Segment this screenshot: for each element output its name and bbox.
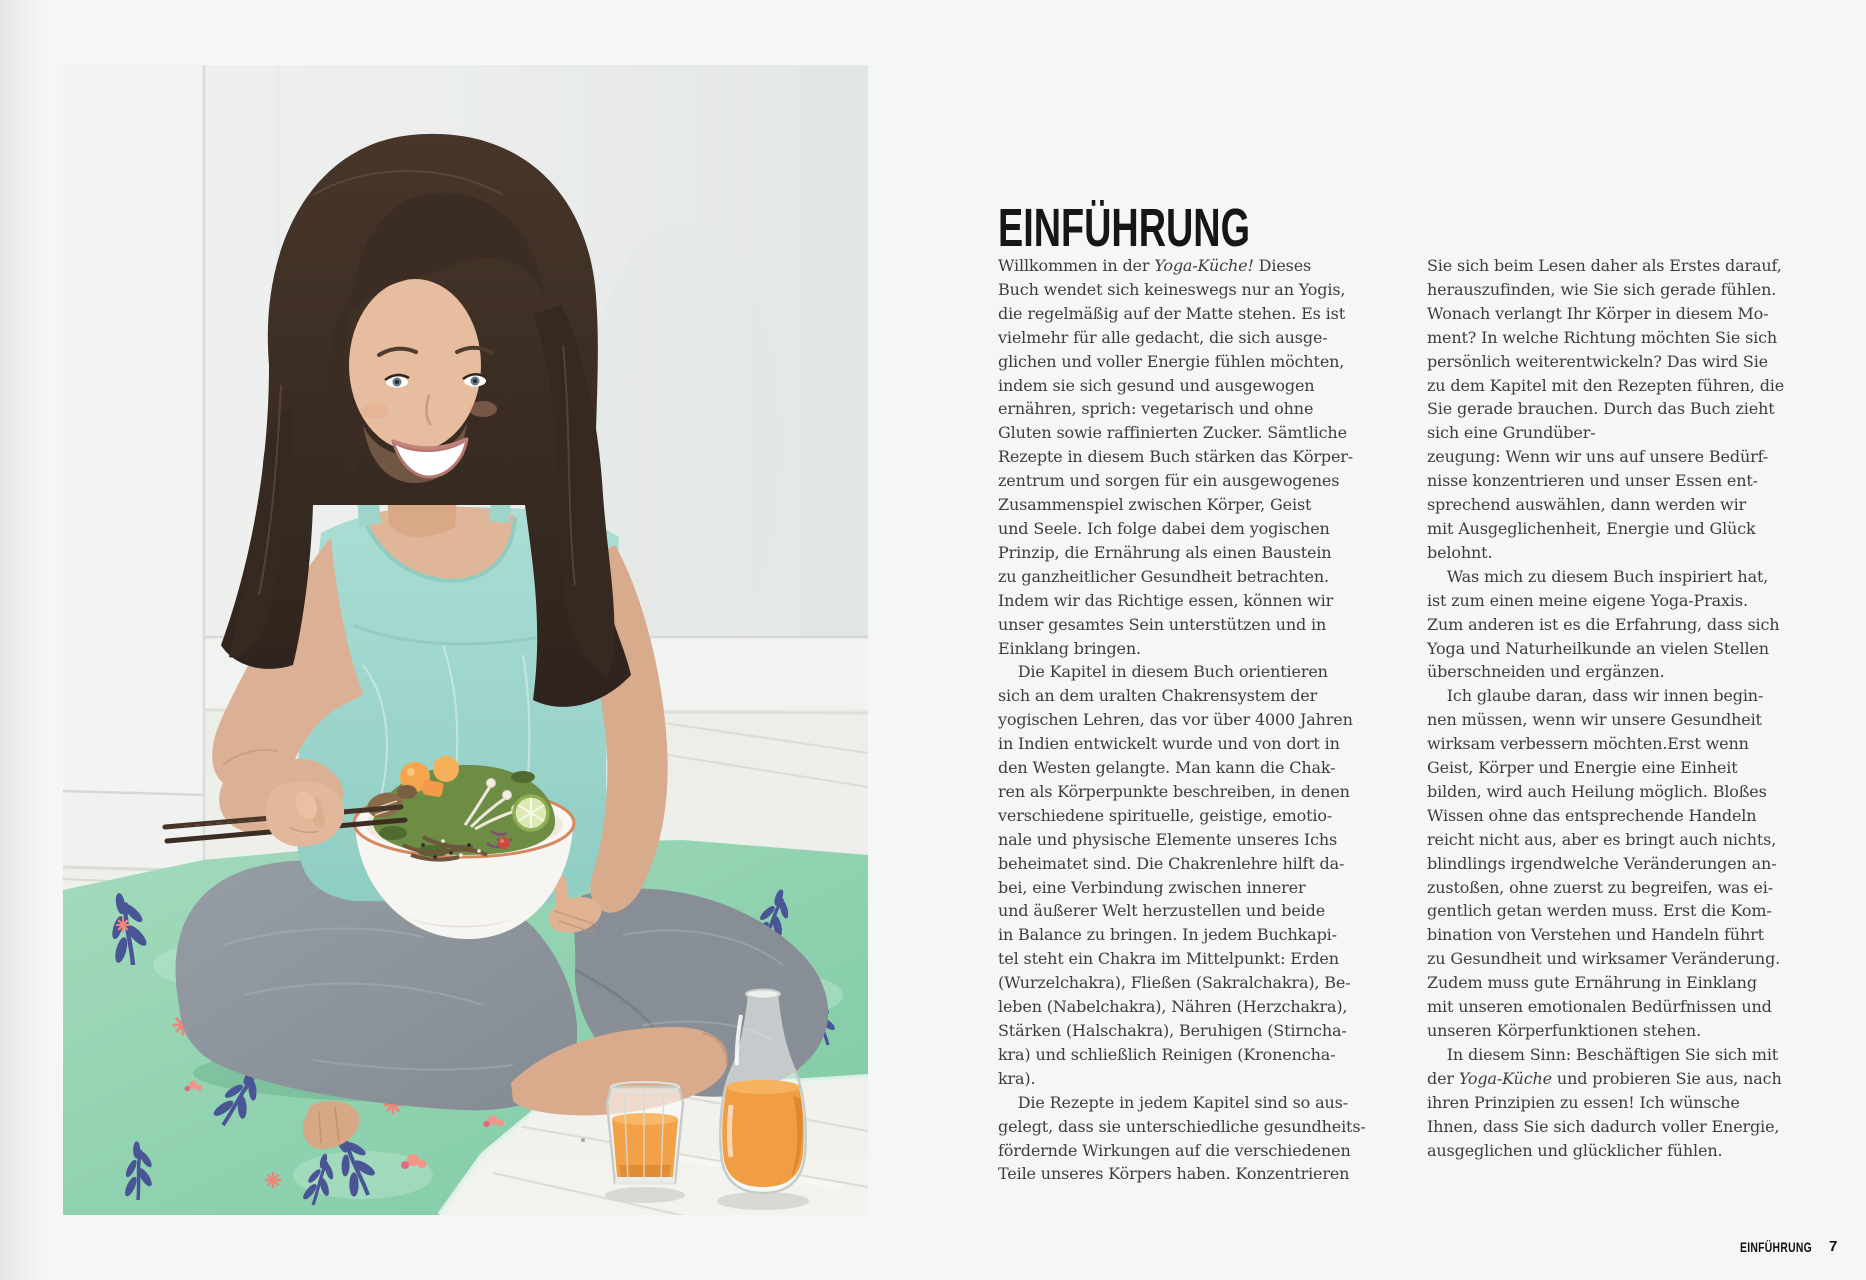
photo-yoga-woman-with-bowl (63, 65, 868, 1215)
text-line: Buch wendet sich keineswegs nur an Yogis, (998, 279, 1346, 299)
text-line: Yoga und Naturheilkunde an vielen Stellen (1427, 638, 1769, 658)
text-column-1 (998, 254, 1383, 1186)
text-line: herauszufinden, wie Sie sich gerade fühlen. (1427, 279, 1777, 299)
page-edge-shadow (0, 0, 42, 1280)
text-line: Ihnen, dass Sie sich dadurch voller Energie, (1427, 1116, 1780, 1136)
text-line: Willkommen in der Yoga-Küche! Dieses (998, 256, 1312, 275)
text-line: ren als Körperpunkte beschreiben, in denen (998, 781, 1350, 801)
text-line: Indem wir das Richtige essen, können wir (998, 590, 1334, 610)
footer-chapter-label: EINFÜHRUNG (1740, 1239, 1813, 1255)
text-line: verschiedene spirituelle, geistige, emotio- (998, 805, 1333, 825)
text-line: belohnt. (1427, 542, 1493, 562)
text-line: bination von Verstehen und Handeln führt (1427, 925, 1764, 945)
text-line: der Yoga-Küche und probieren Sie aus, nach (1427, 1068, 1782, 1088)
text-line: die regelmäßig auf der Matte stehen. Es ist (998, 303, 1345, 323)
text-line: Wonach verlangt Ihr Körper in diesem Mo- (1427, 303, 1769, 323)
text-line: kra) und schließlich Reinigen (Kronencha- (998, 1044, 1336, 1064)
text-line: Zusammenspiel zwischen Körper, Geist (998, 495, 1312, 515)
text-line: gentlich getan werden muss. Erst die Kom- (1427, 901, 1772, 921)
text-line: ernähren, sprich: vegetarisch und ohne (998, 399, 1314, 419)
text-line: gelegt, dass sie unterschiedliche gesundheits- (998, 1116, 1366, 1136)
text-line: Was mich zu diesem Buch inspiriert hat, (1427, 566, 1769, 586)
text-line: Die Kapitel in diesem Buch orientieren (998, 662, 1328, 682)
text-line: zu ganzheitlicher Gesundheit betrachten. (998, 566, 1329, 586)
text-line: zentrum und sorgen für ein ausgewogenes (998, 471, 1340, 491)
footer-page-number: 7 (1829, 1238, 1838, 1255)
text-line: und äußerer Welt herzustellen und beide (998, 901, 1326, 921)
text-line: Zudem muss gute Ernährung in Einklang (1427, 973, 1757, 993)
text-line: Einklang bringen. (998, 638, 1141, 658)
text-line: ist zum einen meine eigene Yoga-Praxis. (1427, 590, 1748, 610)
text-line: sich eine Grundüber- (1427, 423, 1596, 443)
text-column-2 (1427, 254, 1812, 1162)
text-line: (Wurzelchakra), Fließen (Sakralchakra), Be- (998, 973, 1351, 993)
text-line: leben (Nabelchakra), Nähren (Herzchakra), (998, 997, 1348, 1017)
text-line: yogischen Lehren, das vor über 4000 Jahren (998, 710, 1353, 730)
photo-illustration (63, 65, 868, 1215)
text-line: ausgeglichen und glücklicher fühlen. (1427, 1140, 1723, 1160)
text-line: kra). (998, 1068, 1036, 1088)
text-line: wirksam verbessern möchten.Erst wenn (1427, 734, 1749, 754)
text-line: Teile unseres Körpers haben. Konzentrieren (998, 1164, 1350, 1184)
text-line: Ich glaube daran, dass wir innen begin- (1427, 686, 1764, 706)
page-title: EINFÜHRUNG (998, 198, 1250, 259)
text-line: sich an dem uralten Chakrensystem der (998, 686, 1318, 706)
text-line: nale und physische Elemente unseres Ichs (998, 829, 1338, 849)
text-line: überschneiden und ergänzen. (1427, 662, 1665, 682)
text-line: Die Rezepte in jedem Kapitel sind so aus- (998, 1092, 1348, 1112)
text-line: in Balance zu bringen. In jedem Buchkapi- (998, 925, 1337, 945)
text-line: persönlich weiterentwickeln? Das wird Sie (1427, 351, 1768, 371)
text-line: bei, eine Verbindung zwischen innerer (998, 877, 1306, 897)
text-line: Prinzip, die Ernährung als einen Baustein (998, 542, 1332, 562)
text-line: zustoßen, ohne zuerst zu begreifen, was ei- (1427, 877, 1773, 897)
text-line: ment? In welche Richtung möchten Sie sich (1427, 327, 1778, 347)
text-line: In diesem Sinn: Beschäftigen Sie sich mit (1427, 1044, 1779, 1064)
text-line: Geist, Körper und Energie eine Einheit (1427, 758, 1738, 778)
text-line: Sie sich beim Lesen daher als Erstes darauf, (1427, 256, 1782, 275)
text-line: zeugung: Wenn wir uns auf unsere Bedürf- (1427, 447, 1769, 467)
text-line: vielmehr für alle gedacht, die sich ausge- (998, 327, 1328, 347)
text-line: fördernde Wirkungen auf die verschiedenen (998, 1140, 1351, 1160)
text-line: sprechend auswählen, dann werden wir (1427, 495, 1747, 515)
face (349, 279, 481, 451)
text-line: unser gesamtes Sein unterstützen und in (998, 614, 1327, 634)
text-line: tel steht ein Chakra im Mittelpunkt: Erden (998, 949, 1339, 969)
text-line: zu Gesundheit und wirksamer Veränderung. (1427, 949, 1781, 969)
text-line: glichen und voller Energie fühlen möchten, (998, 351, 1345, 371)
text-line: ihren Prinzipien zu essen! Ich wünsche (1427, 1092, 1740, 1112)
text-line: beheimatet sind. Die Chakrenlehre hilft da- (998, 853, 1345, 873)
text-line: Wissen ohne das entsprechende Handeln (1427, 805, 1757, 825)
text-line: nen müssen, wenn wir unsere Gesundheit (1427, 710, 1762, 730)
left-wall-panel (63, 65, 205, 914)
text-line: blindlings irgendwelche Veränderungen an- (1427, 853, 1777, 873)
text-line: indem sie sich gesund und ausgewogen (998, 375, 1315, 395)
text-line: Rezepte in diesem Buch stärken das Körper- (998, 447, 1354, 467)
text-line: Zum anderen ist es die Erfahrung, dass sich (1427, 614, 1780, 634)
text-line: reicht nicht aus, aber es bringt auch nichts, (1427, 829, 1777, 849)
text-line: zu dem Kapitel mit den Rezepten führen, die (1427, 375, 1785, 395)
text-line: nisse konzentrieren und unser Essen ent- (1427, 471, 1758, 491)
text-line: in Indien entwickelt wurde und von dort in (998, 734, 1340, 754)
text-line: Gluten sowie raffinierten Zucker. Sämtliche (998, 423, 1347, 443)
text-line: mit unseren emotionalen Bedürfnissen und (1427, 997, 1772, 1017)
text-line: unseren Körperfunktionen stehen. (1427, 1021, 1702, 1040)
text-line: bilden, wird auch Heilung möglich. Bloßes (1427, 781, 1767, 801)
text-line: mit Ausgeglichenheit, Energie und Glück (1427, 518, 1756, 538)
text-line: Stärken (Halschakra), Beruhigen (Stirncha- (998, 1021, 1347, 1040)
text-line: und Seele. Ich folge dabei dem yogischen (998, 518, 1330, 538)
text-line: den Westen gelangte. Man kann die Chak- (998, 758, 1336, 778)
text-line: Sie gerade brauchen. Durch das Buch zieht (1427, 399, 1775, 419)
